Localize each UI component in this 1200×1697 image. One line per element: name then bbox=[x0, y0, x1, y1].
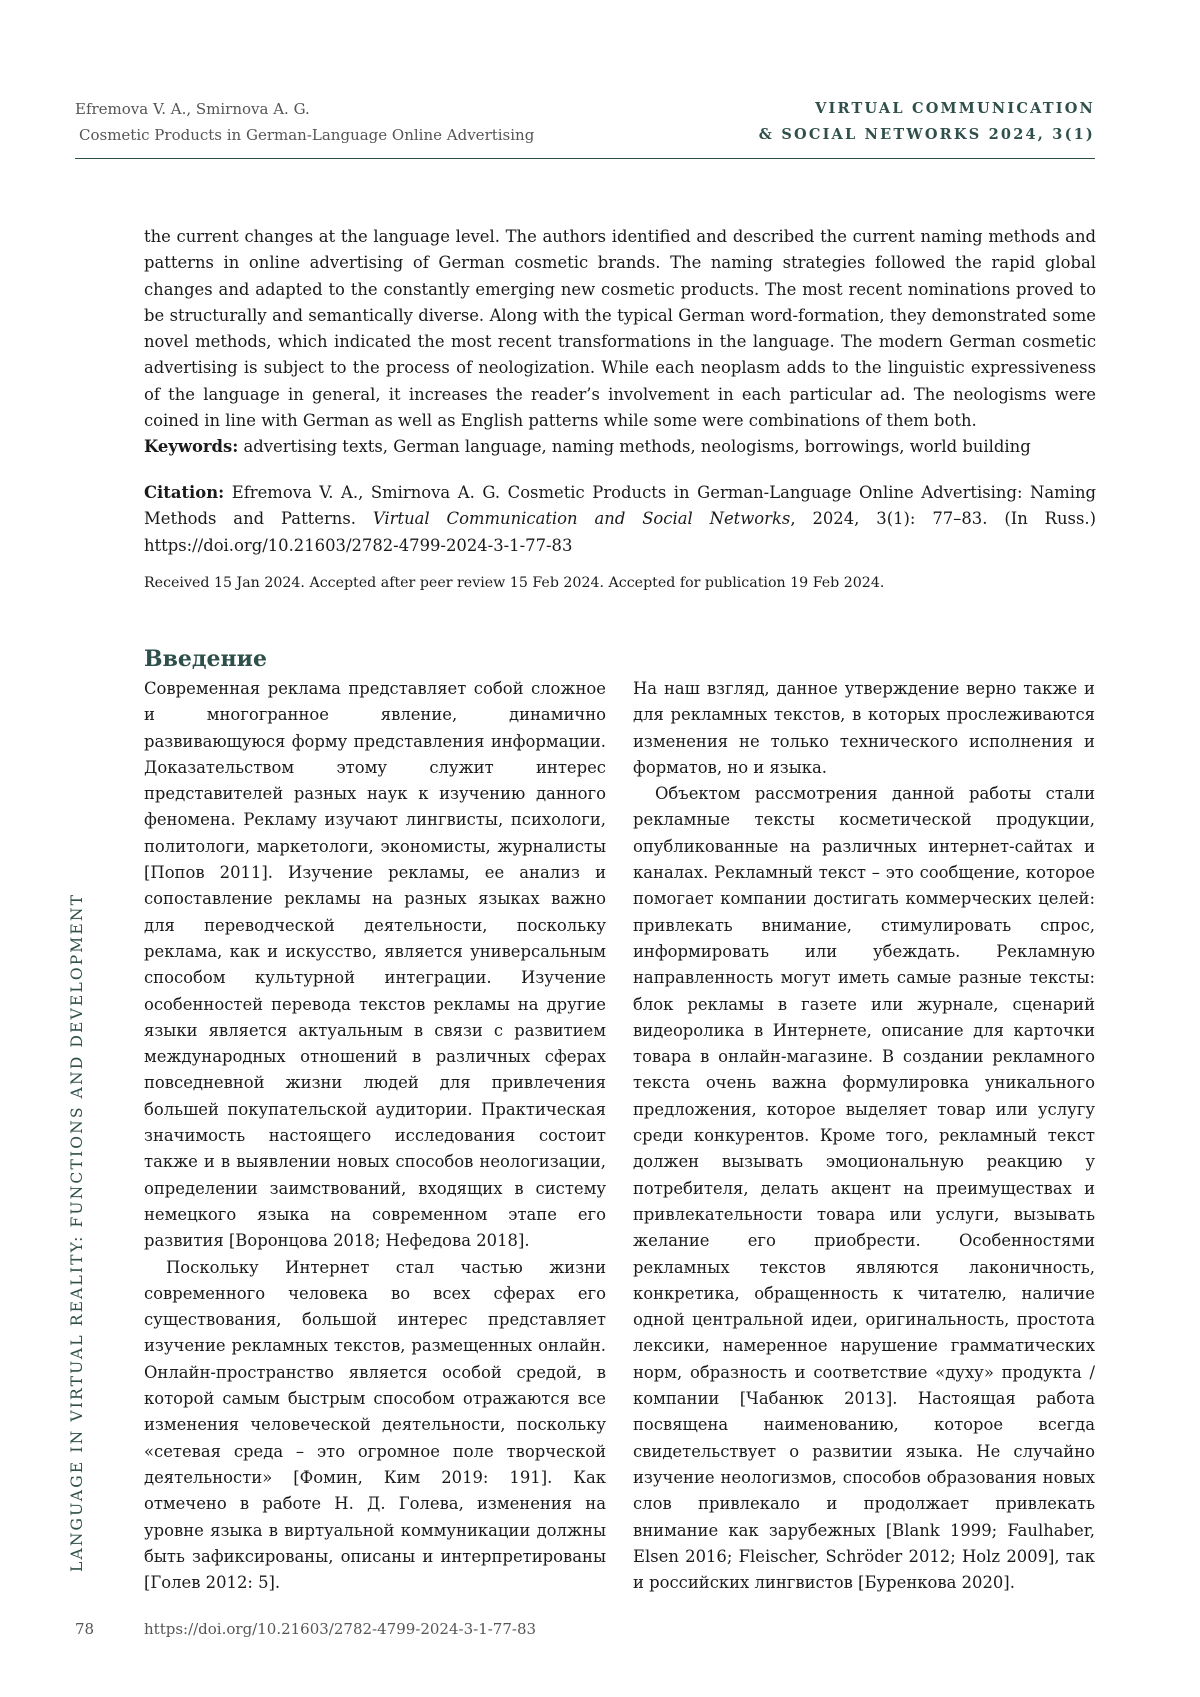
citation-text-after: , 2024, 3(1): 77–83. (In Russ.) https://doi.org/10.21603/2782-4799-2024-3-1-77-83 bbox=[144, 509, 1096, 555]
left-column bbox=[144, 676, 606, 1596]
side-running-title: LANGUAGE IN VIRTUAL REALITY: FUNCTIONS AND DEVELOPMENT bbox=[68, 892, 86, 1572]
keywords bbox=[144, 434, 1096, 460]
journal-name-line1: VIRTUAL COMMUNICATION bbox=[815, 100, 1095, 117]
right-column bbox=[633, 676, 1095, 1596]
right-paragraph-1: На наш взгляд, данное утверждение верно также и для рекламных текстов, в которых прослеживаются изменения не только технического исполнения и форматов, но и языка. bbox=[633, 679, 1095, 777]
page-footer bbox=[75, 1620, 536, 1638]
header-article-title: Cosmetic Products in German-Language Online Advertising bbox=[79, 126, 535, 144]
citation bbox=[144, 480, 1096, 559]
right-paragraph-2: Объектом рассмотрения данной работы стали рекламные тексты косметической продукции, опубликованные на различных интернет-сайтах и каналах. Рекламный текст – это сообщение, которое помогает компании достигать коммерческих целей: привлекать внимание, стимулировать спрос, информировать или убеждать. Рекламную направленность могут иметь самые разные тексты: блок рекламы в газете или журнале, сценарий видеоролика в Интернете, описание для карточки товара в онлайн-магазине. В создании рекламного текста очень важна формулировка уникального предложения, которое выделяет товар или услугу среди конкурентов. Кроме того, рекламный текст должен вызывать эмоциональную реакцию у потребителя, делать акцент на преимуществах и привлекательности товара или услуги, вызывать желание его приобрести. Особенностями рекламных текстов являются лаконичность, конкретика, обращенность к читателю, наличие одной центральной идеи, оригинальность, простота лексики, намеренное нарушение грамматических норм, образность и соответствие «духу» продукта / компании [Чабанюк 2013]. Настоящая работа посвящена наименованию, которое всегда свидетельствует о развитии языка. Не случайно изучение неологизмов, способов образования новых слов привлекало и продолжает привлекать внимание как зарубежных [Blank 1999; Faulhaber, Elsen 2016; Fleischer, Schröder 2012; Holz 2009], так и российских лингвистов [Буренкова 2020]. bbox=[633, 784, 1095, 1593]
header-authors: Efremova V. A., Smirnova A. G. bbox=[75, 100, 310, 118]
left-paragraph-1: Современная реклама представляет собой сложное и многогранное явление, динамично развивающуюся форму представления информации. Доказательством этому служит интерес представителей разных наук к изучению данного феномена. Рекламу изучают лингвисты, психологи, политологи, маркетологи, экономисты, журналисты [Попов 2011]. Изучение рекламы, ее анализ и сопоставление рекламы на разных языках важно для переводческой деятельности, поскольку реклама, как и искусство, является универсальным способом культурной интеграции. Изучение особенностей перевода текстов рекламы на другие языки является актуальным в связи с развитием международных отношений в различных сферах повседневной жизни людей для привлечения большей покупательской аудитории. Практическая значимость настоящего исследования состоит также и в выявлении новых способов неологизации, определении заимствований, входящих в систему немецкого языка на современном этапе его развития [Воронцова 2018; Нефедова 2018]. bbox=[144, 679, 606, 1251]
header-left bbox=[75, 96, 534, 148]
keywords-text: advertising texts, German language, naming methods, neologisms, borrowings, world building bbox=[238, 437, 1031, 457]
header-journal bbox=[759, 96, 1095, 148]
citation-text-before: Efremova V. A., Smirnova A. G. Cosmetic Products in German-Language Online Advertising: Naming Methods and Patterns. bbox=[144, 483, 1096, 529]
abstract bbox=[144, 224, 1096, 461]
section-title: Введение bbox=[144, 646, 267, 672]
keywords-label: Keywords: bbox=[144, 437, 239, 457]
received-dates: Received 15 Jan 2024. Accepted after peer review 15 Feb 2024. Accepted for publication 19 Feb 2024. bbox=[144, 575, 885, 591]
page-number: 78 bbox=[75, 1620, 95, 1638]
journal-name-line2: & SOCIAL NETWORKS 2024, 3(1) bbox=[758, 126, 1095, 143]
page-header bbox=[75, 96, 1095, 159]
left-paragraph-2: Поскольку Интернет стал частью жизни современного человека во всех сферах его существования, большой интерес представляет изучение рекламных текстов, размещенных онлайн. Онлайн-пространство является особой средой, в которой самым быстрым способом отражаются все изменения человеческой деятельности, поскольку «сетевая среда – это огромное поле творческой деятельности» [Фомин, Ким 2019: 191]. Как отмечено в работе Н. Д. Голева, изменения на уровне языка в виртуальной коммуникации должны быть зафиксированы, описаны и интерпретированы [Голев 2012: 5]. bbox=[144, 1257, 606, 1593]
footer-doi-link[interactable]: https://doi.org/10.21603/2782-4799-2024-3-1-77-83 bbox=[144, 1620, 537, 1638]
citation-label: Citation: bbox=[144, 483, 225, 502]
abstract-text: the current changes at the language level. The authors identified and described the current naming methods and patterns in online advertising of German cosmetic brands. The naming strategies followed the rapid global changes and adapted to the constantly emerging new cosmetic products. The most recent nominations proved to be structurally and semantically diverse. Along with the typical German word-formation, they demonstrated some novel methods, which indicated the most recent transformations in the language. The modern German cosmetic advertising is subject to the process of neologization. While each neoplasm adds to the linguistic expressiveness of the language in general, it increases the reader’s involvement in each particular ad. The neologisms were coined in line with German as well as English patterns while some were combinations of them both. bbox=[144, 227, 1096, 431]
citation-journal: Virtual Communication and Social Networks bbox=[372, 509, 791, 529]
